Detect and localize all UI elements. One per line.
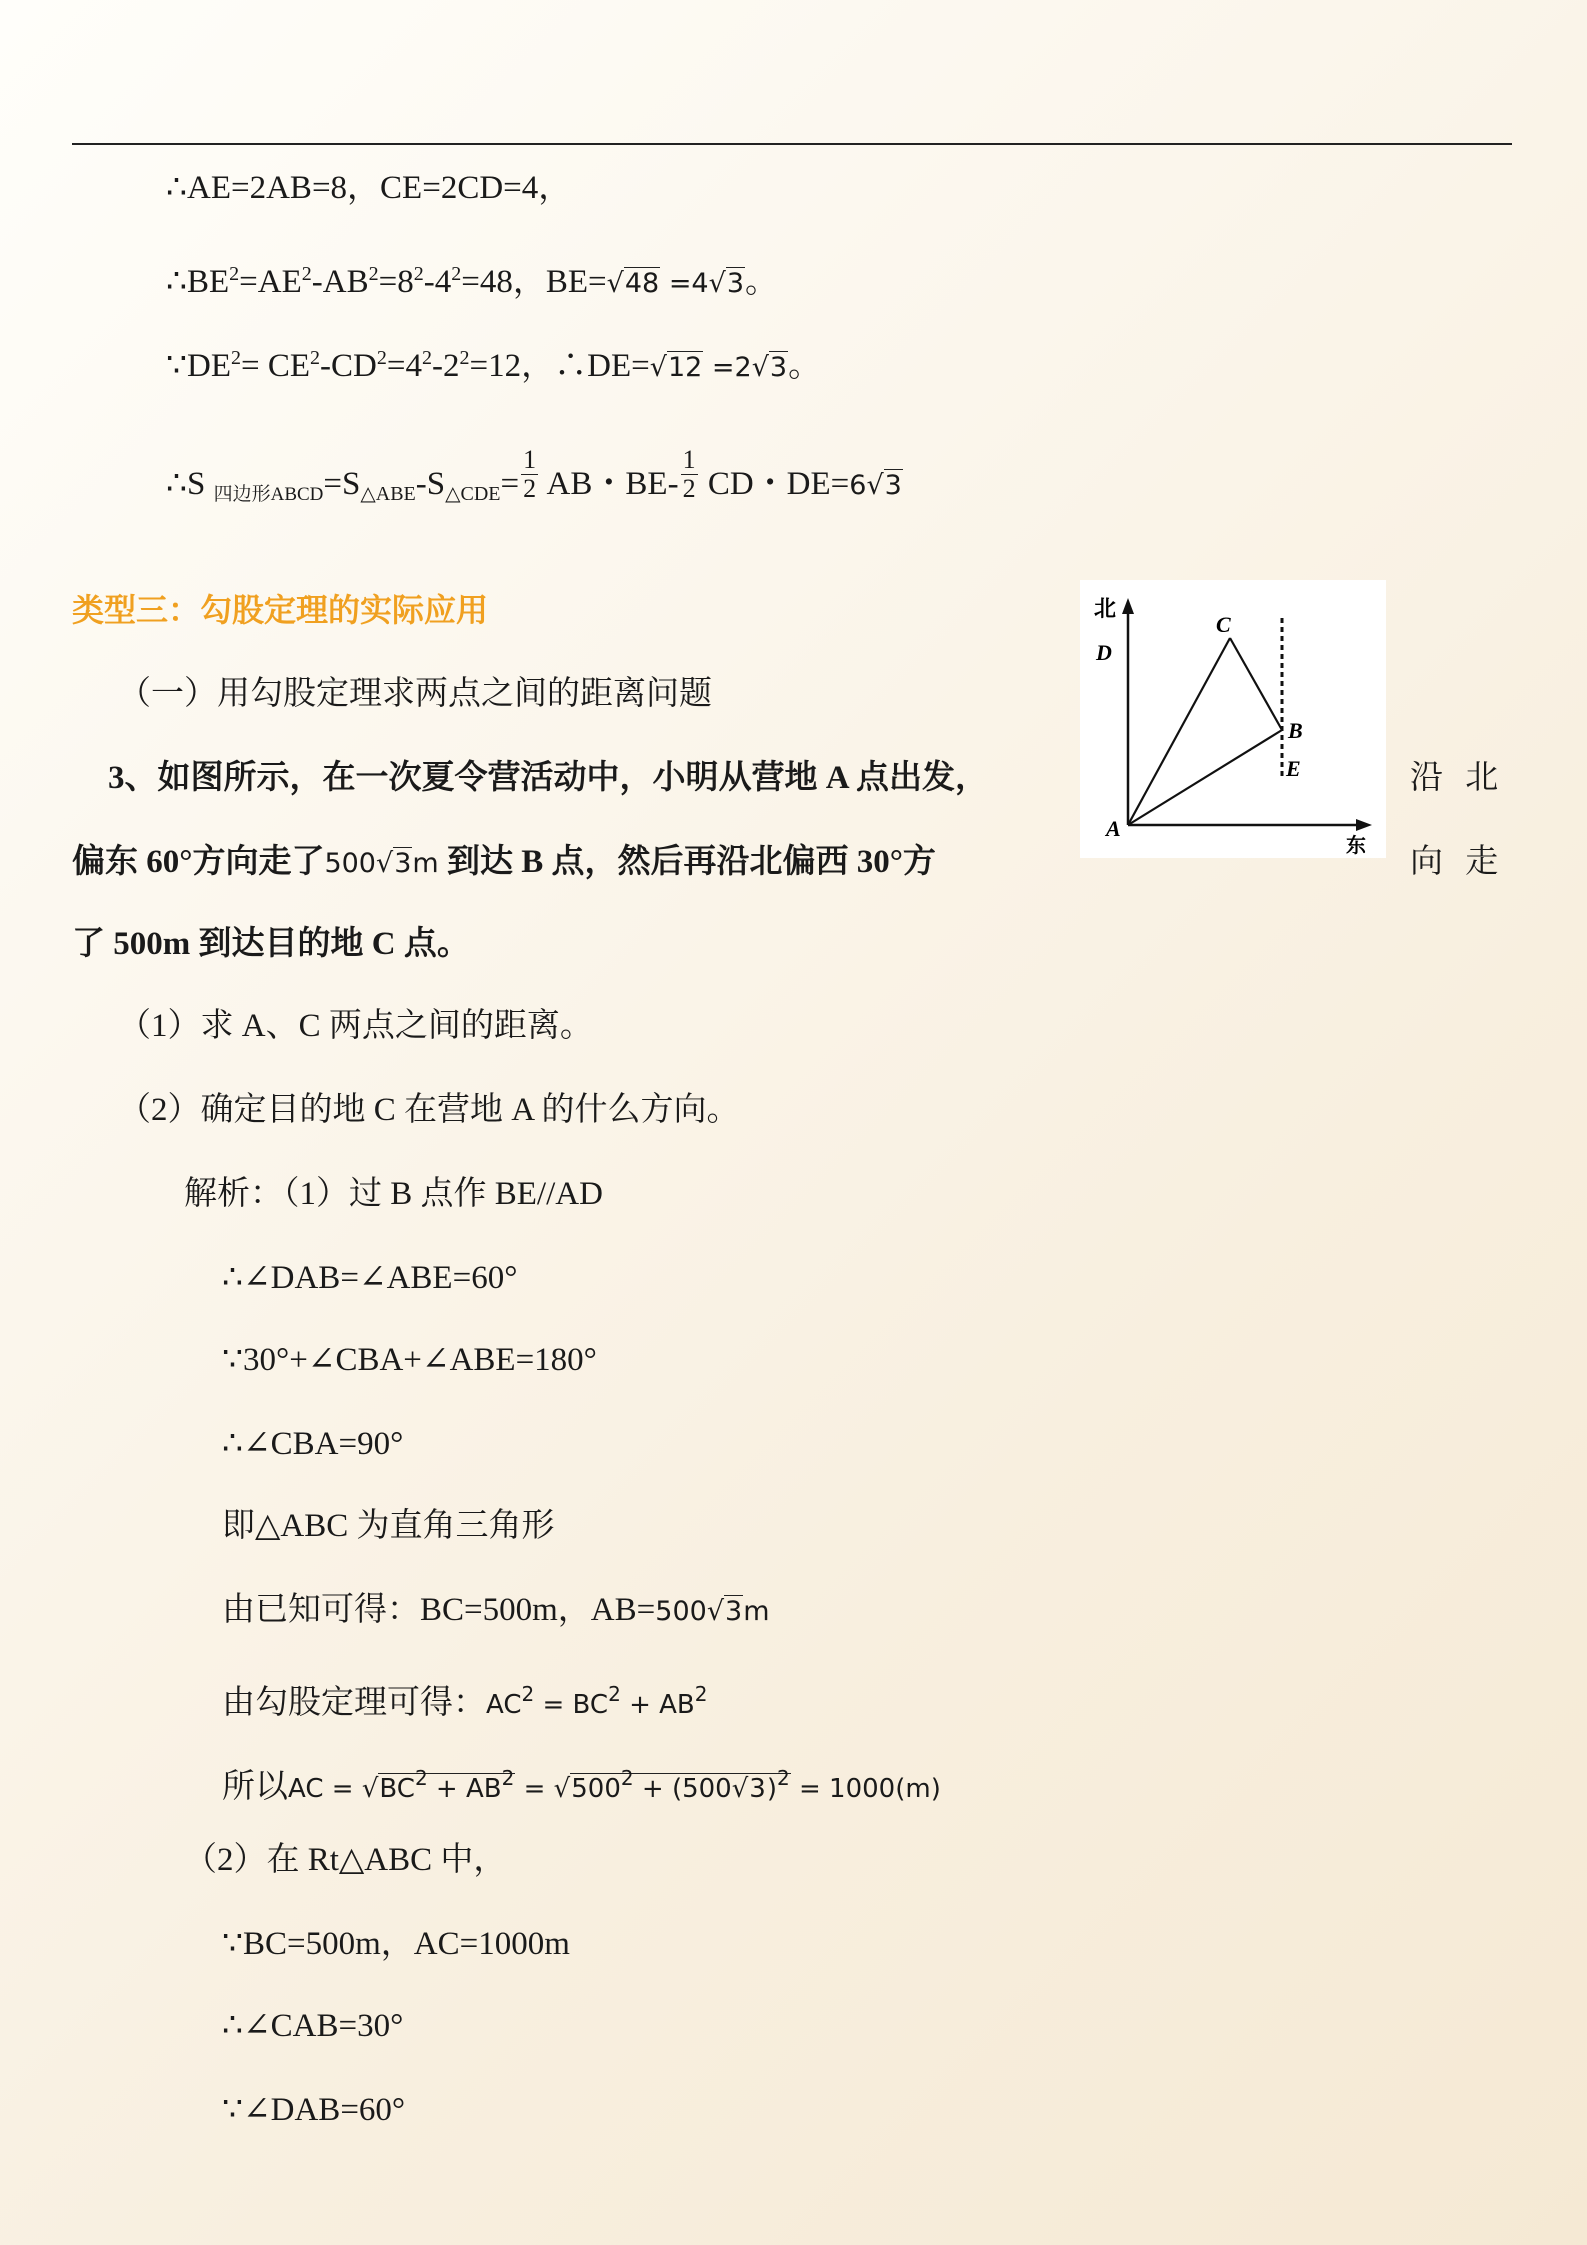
sqrt-48: √48 =4√3 bbox=[606, 268, 745, 299]
t: =4 bbox=[386, 348, 422, 384]
t: -S bbox=[415, 466, 446, 503]
t: = CE bbox=[241, 348, 311, 384]
fraction-half: $\frac{1}{2}$ bbox=[523, 445, 537, 503]
figure-svg bbox=[1080, 580, 1386, 858]
section-title: 类型三：勾股定理的实际应用 bbox=[72, 591, 489, 629]
proof-line-2 bbox=[166, 252, 778, 306]
solution-1: 解析：（1）过 B 点作 BE//AD bbox=[184, 1176, 603, 1212]
solution-7 bbox=[222, 1672, 707, 1727]
problem-line-1: 3、如图所示，在一次夏令营活动中，小明从营地 A 点出发， bbox=[108, 760, 989, 796]
t: =48，BE= bbox=[461, 264, 607, 300]
sub: 四边形ABCD bbox=[213, 484, 324, 506]
north-arrow-icon bbox=[1122, 598, 1134, 614]
sub: △ABE bbox=[360, 483, 416, 506]
t: -CD bbox=[320, 348, 377, 384]
sqrt-result: 6√3 bbox=[849, 470, 902, 502]
label-E: E bbox=[1286, 756, 1301, 781]
t: 到达 B 点，然后再沿北偏西 30°方 bbox=[438, 844, 936, 880]
t: -4 bbox=[423, 264, 452, 300]
label-B: B bbox=[1288, 718, 1303, 743]
t: CD・DE= bbox=[699, 466, 850, 503]
sup: 2 bbox=[368, 263, 379, 285]
label-A: A bbox=[1106, 816, 1121, 841]
t: ∴S bbox=[166, 466, 214, 503]
solution-5: 即△ABC 为直角三角形 bbox=[222, 1508, 555, 1544]
proof-text-1: ∴AE=2AB=8，CE=2CD=4， bbox=[166, 170, 572, 206]
sup: 2 bbox=[459, 347, 470, 369]
sub: △CDE bbox=[445, 483, 501, 506]
north-label: 北 bbox=[1094, 597, 1117, 622]
t: =12，∴DE= bbox=[469, 348, 650, 384]
ac-formula: AC = $√BC^2 + AB^2 = √500^2 + (500√3)^2 = 1000(m)$ bbox=[288, 1766, 941, 1804]
label-D: D bbox=[1096, 640, 1112, 665]
solution-6 bbox=[222, 1588, 770, 1634]
t: 。 bbox=[745, 264, 779, 300]
solution-10: ∵BC=500m，AC=1000m bbox=[222, 1926, 570, 1962]
geometry-figure bbox=[1080, 580, 1386, 858]
t: = bbox=[500, 466, 520, 503]
east-label: 东 bbox=[1346, 833, 1366, 857]
header-rule bbox=[72, 143, 1512, 145]
proof-line-1 bbox=[166, 166, 571, 210]
500-sqrt3-m: 500√3m bbox=[324, 848, 439, 879]
sup: 2 bbox=[310, 347, 321, 369]
question-2: （2）确定目的地 C 在营地 A 的什么方向。 bbox=[118, 1092, 740, 1128]
solution-12: ∵∠DAB=60° bbox=[222, 2092, 406, 2128]
solution-4: ∴∠CBA=90° bbox=[222, 1426, 404, 1462]
solution-8 bbox=[222, 1756, 941, 1811]
sup: 2 bbox=[413, 263, 424, 285]
problem-line-2 bbox=[72, 840, 936, 886]
fraction-half: $\frac{1}{2}$ bbox=[682, 445, 696, 503]
east-arrow-icon bbox=[1356, 819, 1372, 831]
sqrt-12: √12 =2√3 bbox=[649, 352, 788, 383]
t: 由已知可得：BC=500m，AB= bbox=[222, 1592, 656, 1628]
problem-line-3: 了 500m 到达目的地 C 点。 bbox=[72, 926, 470, 962]
t: -AB bbox=[311, 264, 369, 300]
label-C: C bbox=[1216, 612, 1231, 637]
solution-2: ∴∠DAB=∠ABE=60° bbox=[222, 1260, 518, 1296]
section-subtitle: （一）用勾股定理求两点之间的距离问题 bbox=[118, 676, 712, 712]
t: 由勾股定理可得： bbox=[222, 1685, 486, 1721]
t: =AE bbox=[239, 264, 302, 300]
t: =S bbox=[323, 466, 361, 503]
solution-9: （2）在 Rt△ABC 中， bbox=[184, 1842, 507, 1878]
t: ∵DE bbox=[166, 348, 231, 384]
sup: 2 bbox=[451, 263, 462, 285]
question-1: （1）求 A、C 两点之间的距离。 bbox=[118, 1008, 593, 1044]
sup: 2 bbox=[376, 347, 387, 369]
t: ∴BE bbox=[166, 264, 230, 300]
t: -2 bbox=[432, 348, 460, 384]
pythagoras-formula: $AC^2 = BC^2 + AB^2$ bbox=[486, 1682, 708, 1720]
problem-line-1-tail: 沿 北 bbox=[1410, 760, 1499, 796]
sup: 2 bbox=[231, 347, 241, 369]
t: 所以 bbox=[222, 1769, 288, 1805]
problem-line-2-tail: 向 走 bbox=[1410, 844, 1499, 880]
sup: 2 bbox=[422, 347, 432, 369]
solution-11: ∴∠CAB=30° bbox=[222, 2008, 404, 2044]
t: 。 bbox=[788, 348, 822, 384]
t: AB・BE- bbox=[540, 466, 679, 503]
proof-line-4 bbox=[166, 445, 903, 517]
solution-3: ∵30°+∠CBA+∠ABE=180° bbox=[222, 1342, 597, 1378]
t: 偏东 60°方向走了 bbox=[72, 844, 325, 880]
t: =8 bbox=[378, 264, 414, 300]
sup: 2 bbox=[229, 263, 240, 285]
500-sqrt3-m: 500√3m bbox=[655, 1596, 770, 1627]
sup: 2 bbox=[301, 263, 312, 285]
proof-line-3 bbox=[166, 336, 821, 390]
